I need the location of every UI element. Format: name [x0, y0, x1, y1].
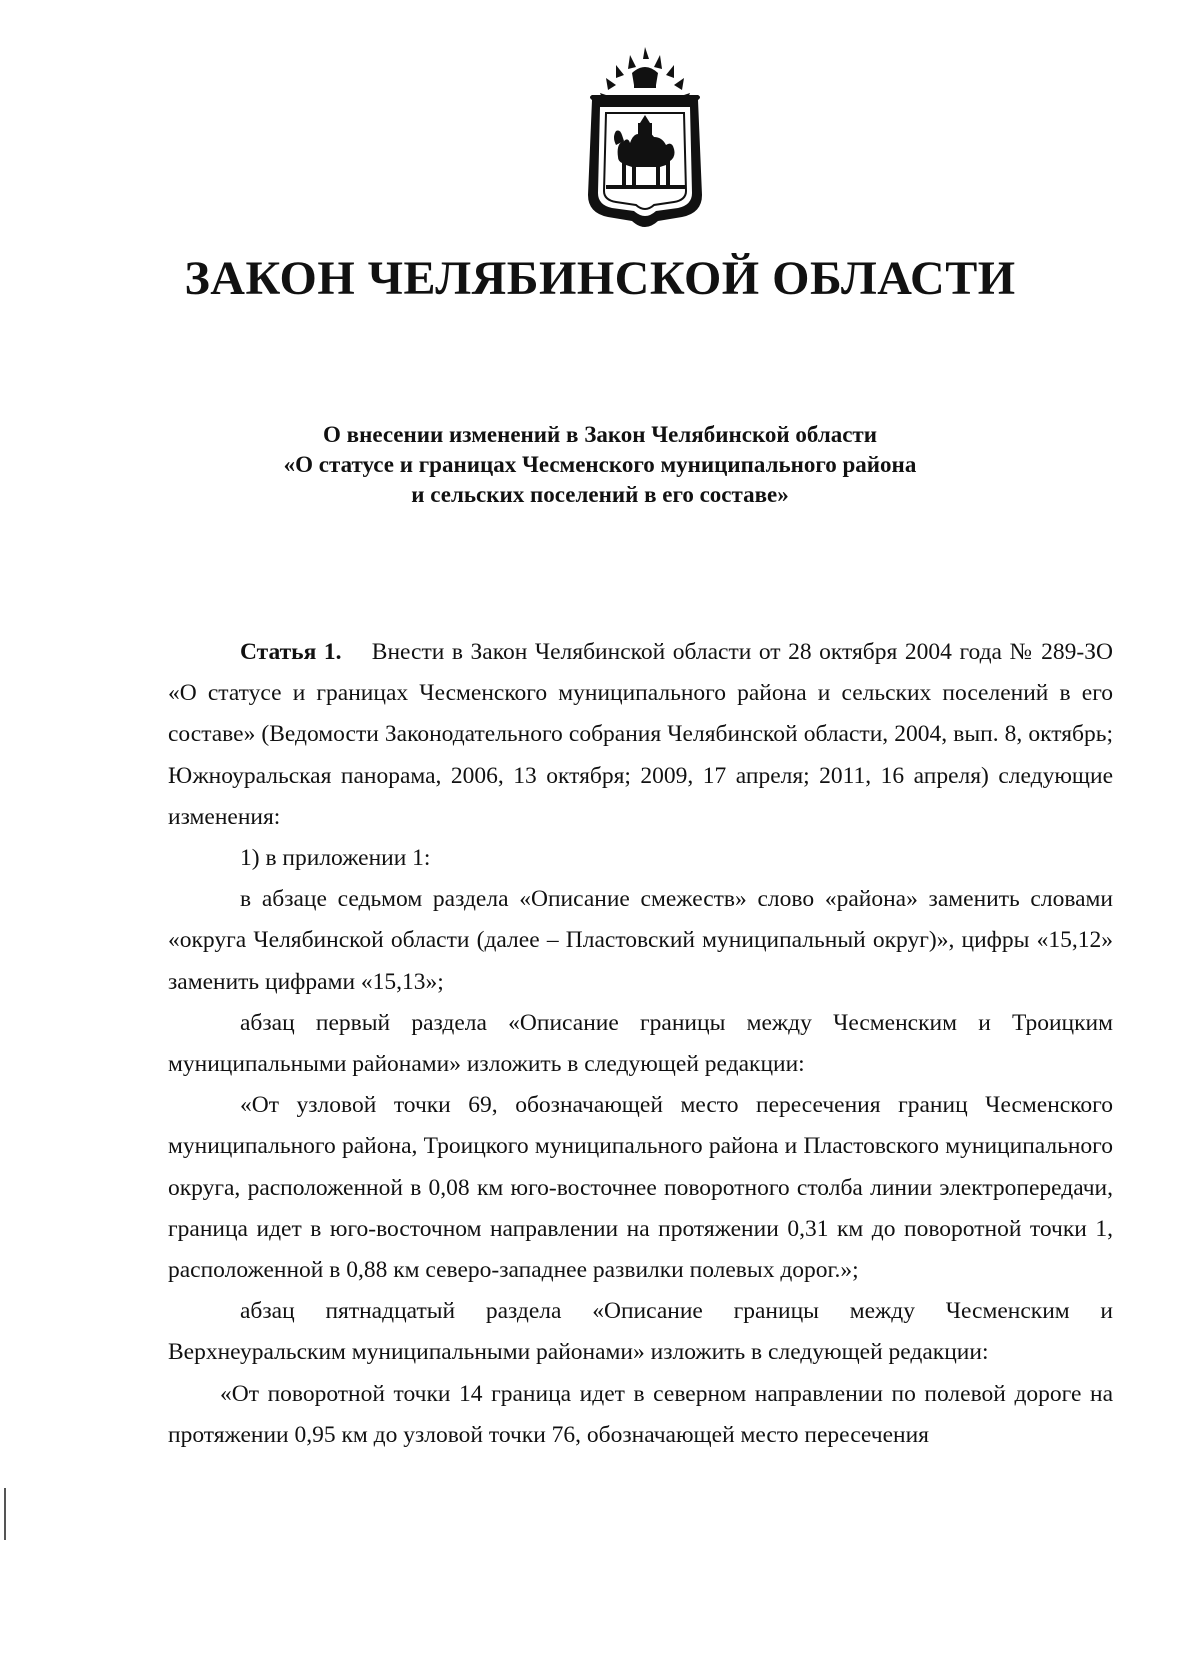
law-body: [168, 632, 1113, 1456]
subject-line-2: «О статусе и границах Чесменского муниципального района: [283, 452, 917, 477]
paragraph-appendix-1: 1) в приложении 1:: [240, 845, 431, 872]
paragraph-adjacency-change: в абзаце седьмом раздела «Описание смежеств» слово «района» заменить словами «округа Челябинской области (далее – Пластовский муниципальный округ)», цифры «15,12» заменить цифрами «15,13»;: [168, 886, 1113, 995]
scan-margin-mark: [4, 1488, 6, 1540]
subject-line-1: О внесении изменений в Закон Челябинской области: [323, 422, 877, 447]
paragraph-verkhneuralsk-text: «От поворотной точки 14 граница идет в северном направлении по полевой дороге на протяжении 0,95 км до узловой точки 76, обозначающей место пересечения: [168, 1380, 1113, 1448]
paragraph-troitsk-border-text: «От узловой точки 69, обозначающей место пересечения границ Чесменского муниципального района, Троицкого муниципального района и Пластовского муниципального округа, расположенной в 0,08 км юго-восточнее поворотного столба линии электропередачи, граница идет в юго-восточном направлении на протяжении 0,31 км до поворотной точки 1, расположенной в 0,88 км северо-западнее развилки полевых дорог.»;: [168, 1092, 1113, 1284]
article-1-paragraph: [168, 632, 1113, 838]
subject-line-3: и сельских поселений в его составе»: [411, 482, 789, 507]
paragraph-verkhneuralsk-intro: абзац пятнадцатый раздела «Описание границы между Чесменским и Верхнеуральским муниципальными районами» изложить в следующей редакции:: [168, 1298, 1113, 1366]
paragraph-troitsk-border-intro: абзац первый раздела «Описание границы между Чесменским и Троицким муниципальными районами» изложить в следующей редакции:: [168, 1009, 1113, 1078]
article-1-text: Внести в Закон Челябинской области от 28 октября 2004 года № 289-ЗО «О статусе и границах Чесменского муниципального района и сельских поселений в его составе» (Ведомости Законодательного собрания Челябинской области, 2004, вып. 8, октябрь; Южноуральская панорама, 2006, 13 октября; 2009, 17 апреля; 2011, 16 апреля) следующие изменения:: [168, 639, 1114, 830]
law-title: ЗАКОН ЧЕЛЯБИНСКОЙ ОБЛАСТИ: [184, 252, 1016, 305]
coat-of-arms-icon: [570, 45, 720, 235]
law-subject: [0, 420, 1200, 510]
article-1-label: Статья 1.: [240, 639, 342, 665]
